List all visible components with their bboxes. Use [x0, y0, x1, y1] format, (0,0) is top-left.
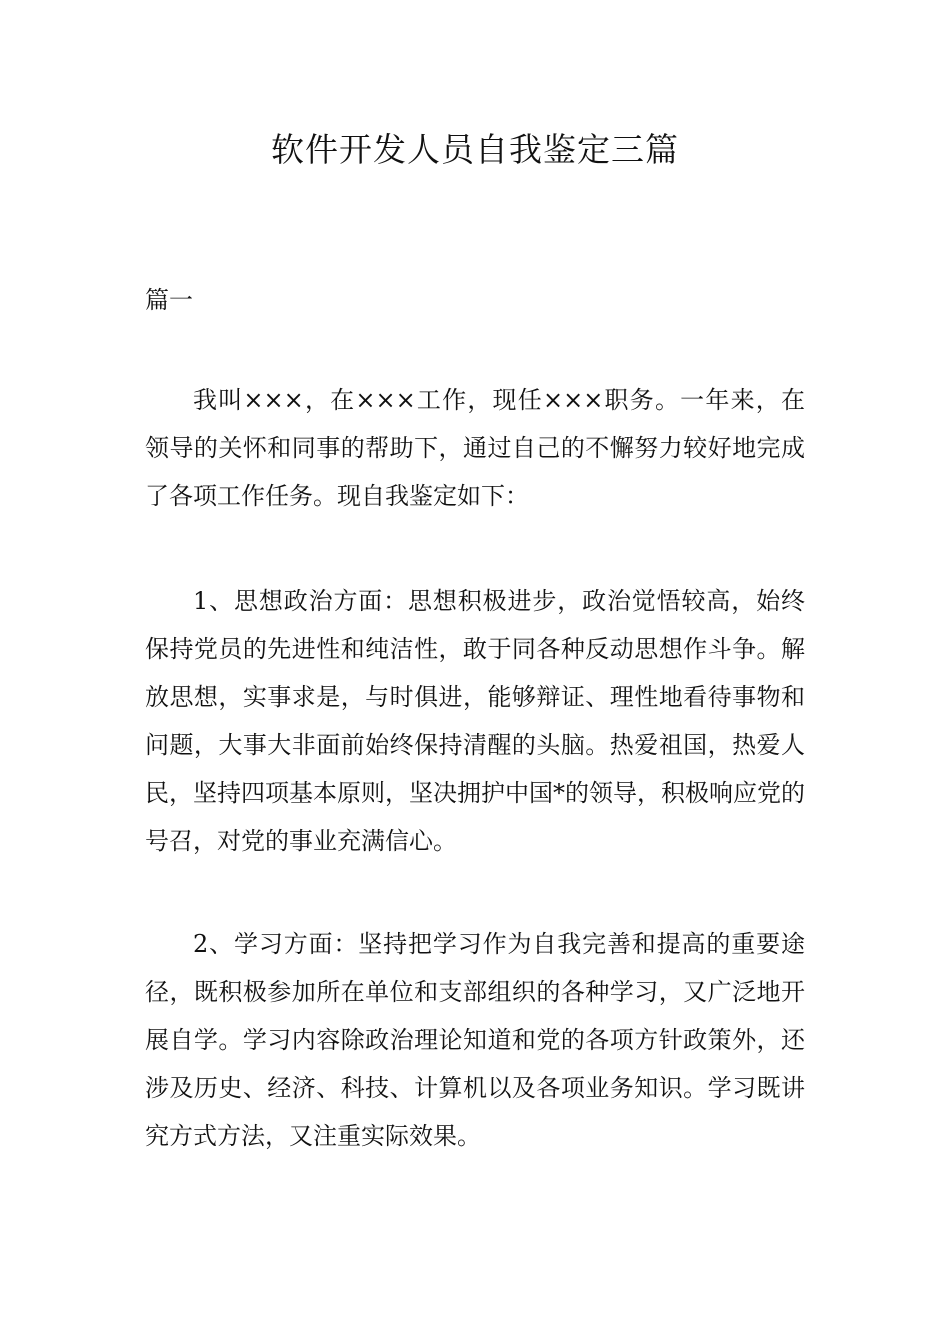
paragraph-political: 1、思想政治方面：思想积极进步，政治觉悟较高，始终保持党员的先进性和纯洁性，敢于同各种反动思想作斗争。解放思想，实事求是，与时俱进，能够辩证、理性地看待事物和问题，大事大非面前始终保持清醒的头脑。热爱祖国，热爱人民，坚持四项基本原则，坚决拥护中国*的领导，积极响应党的号召，对党的事业充满信心。 — [145, 587, 805, 855]
section-label: 篇一 — [145, 286, 193, 314]
paragraph-intro: 我叫×××，在×××工作，现任×××职务。一年来，在领导的关怀和同事的帮助下，通过自己的不懈努力较好地完成了各项工作任务。现自我鉴定如下： — [145, 386, 805, 510]
paragraph-study: 2、学习方面：坚持把学习作为自我完善和提高的重要途径，既积极参加所在单位和支部组织的各种学习，又广泛地开展自学。学习内容除政治理论知道和党的各项方针政策外，还涉及历史、经济、科技、计算机以及各项业务知识。学习既讲究方式方法，又注重实际效果。 — [145, 930, 805, 1150]
document-title: 软件开发人员自我鉴定三篇 — [271, 130, 679, 169]
